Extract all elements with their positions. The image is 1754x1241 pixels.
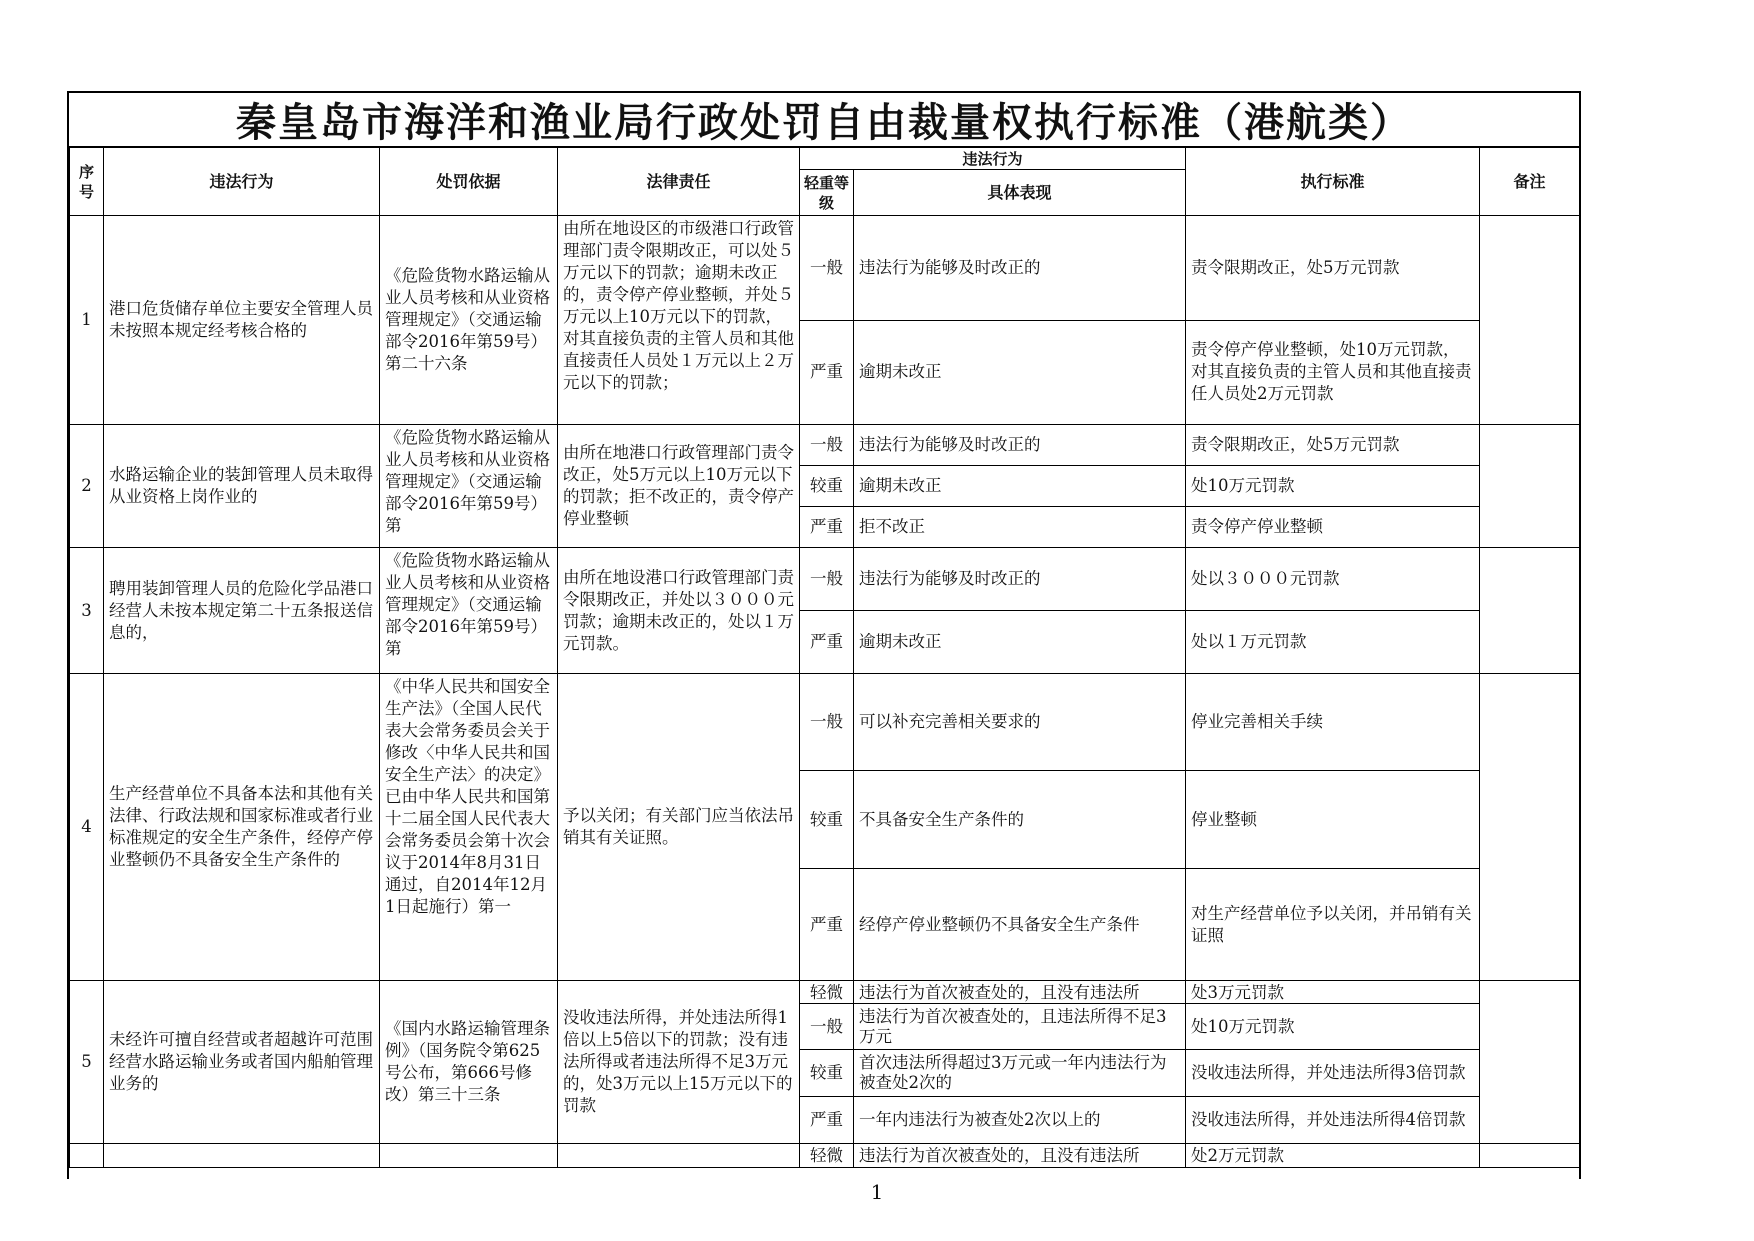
standard-cell: 责令限期改正，处5万元罚款: [1186, 216, 1480, 321]
row-no: 3: [70, 548, 104, 674]
level-cell: 一般: [800, 548, 854, 611]
basis-text: 《危险货物水路运输从业人员考核和从业资格管理规定》（交通运输部令2016年第59号）第: [385, 428, 550, 535]
liability-cell: 予以关闭；有关部门应当依法吊销其有关证照。: [558, 674, 800, 981]
level-cell: 轻微: [800, 1144, 854, 1168]
level-cell: 较重: [800, 1050, 854, 1097]
level-cell: 严重: [800, 1097, 854, 1144]
page-title: 秦皇岛市海洋和渔业局行政处罚自由裁量权执行标准（港航类）: [69, 93, 1579, 147]
violation-cell: 聘用装卸管理人员的危险化学品港口经营人未按本规定第二十五条报送信息的，: [104, 548, 380, 674]
standard-cell: 处3万元罚款: [1186, 981, 1480, 1004]
header-violation: 违法行为: [104, 148, 380, 216]
remark-cell: [1480, 425, 1580, 548]
basis-cell: [380, 548, 558, 674]
standard-cell: 责令停产停业整顿，处10万元罚款，对其直接负责的主管人员和其他直接责任人员处2万元罚款: [1186, 320, 1480, 425]
row-no: 4: [70, 674, 104, 981]
standard-cell: 处以１万元罚款: [1186, 611, 1480, 674]
standard-cell: 处2万元罚款: [1186, 1144, 1480, 1168]
basis-cell: 《危险货物水路运输从业人员考核和从业资格管理规定》（交通运输部令2016年第59号）第二十六条: [380, 216, 558, 425]
liability-cell: 由所在地港口行政管理部门责令改正，处5万元以上10万元以下的罚款；拒不改正的，责令停产停业整顿: [558, 425, 800, 548]
detail-cell: 拒不改正: [854, 507, 1186, 548]
detail-cell: 违法行为首次被查处的，且违法所得不足3万元: [854, 1004, 1186, 1050]
detail-cell: 逾期未改正: [854, 320, 1186, 425]
standard-cell: 停业完善相关手续: [1186, 674, 1480, 771]
basis-text: 《中华人民共和国安全生产法》（全国人民代表大会常务委员会关于修改〈中华人民共和国安全生产法〉的决定》已由中华人民共和国第十二届全国人民代表大会常务委员会第十次会议于2014年8月31日通过，自2014年12月1日起施行）第一: [385, 677, 550, 916]
remark-cell: [1480, 674, 1580, 981]
liability-cell: [558, 216, 800, 425]
remark-cell: [1480, 548, 1580, 674]
standard-cell: 对生产经营单位予以关闭，并吊销有关证照: [1186, 869, 1480, 981]
liability-cell: [558, 1144, 800, 1168]
row-no: [70, 1144, 104, 1168]
header-detail: 具体表现: [854, 170, 1186, 216]
penalty-table: [69, 147, 1580, 1168]
level-cell: 严重: [800, 869, 854, 981]
remark-cell: [1480, 981, 1580, 1144]
detail-cell: 不具备安全生产条件的: [854, 771, 1186, 869]
header-remark: 备注: [1480, 148, 1580, 216]
detail-cell: [854, 981, 1186, 1004]
detail-cell: 首次违法所得超过3万元或一年内违法行为被查处2次的: [854, 1050, 1186, 1097]
violation-cell: [104, 1144, 380, 1168]
penalty-standard-sheet: [67, 91, 1581, 1179]
level-cell: 一般: [800, 1004, 854, 1050]
detail-cell: 违法行为能够及时改正的: [854, 548, 1186, 611]
basis-text: 《危险货物水路运输从业人员考核和从业资格管理规定》（交通运输部令2016年第59号）第: [385, 551, 550, 658]
header-standard: 执行标准: [1186, 148, 1480, 216]
standard-cell: 停业整顿: [1186, 771, 1480, 869]
row-no: 1: [70, 216, 104, 425]
detail-cell: 逾期未改正: [854, 611, 1186, 674]
detail-cell: 违法行为能够及时改正的: [854, 216, 1186, 321]
header-no: 序号: [70, 148, 104, 216]
violation-cell: 水路运输企业的装卸管理人员未取得从业资格上岗作业的: [104, 425, 380, 548]
detail-cell: 可以补充完善相关要求的: [854, 674, 1186, 771]
header-liability: 法律责任: [558, 148, 800, 216]
detail-cell: 逾期未改正: [854, 466, 1186, 507]
standard-cell: 处以３０００元罚款: [1186, 548, 1480, 611]
liability-cell: 没收违法所得，并处违法所得1倍以上5倍以下的罚款；没有违法所得或者违法所得不足3万元的，处3万元以上15万元以下的罚款: [558, 981, 800, 1144]
standard-cell: 责令限期改正，处5万元罚款: [1186, 425, 1480, 466]
level-cell: 一般: [800, 674, 854, 771]
standard-cell: 责令停产停业整顿: [1186, 507, 1480, 548]
detail-cell: [854, 1144, 1186, 1168]
detail-cell: 经停产停业整顿仍不具备安全生产条件: [854, 869, 1186, 981]
header-basis: 处罚依据: [380, 148, 558, 216]
header-level: 轻重等级: [800, 170, 854, 216]
detail-cell: 一年内违法行为被查处2次以上的: [854, 1097, 1186, 1144]
level-cell: 轻微: [800, 981, 854, 1004]
row-no: 5: [70, 981, 104, 1144]
basis-cell: [380, 1144, 558, 1168]
basis-cell: 《国内水路运输管理条例》（国务院令第625号公布，第666号修改）第三十三条: [380, 981, 558, 1144]
standard-cell: 没收违法所得，并处违法所得3倍罚款: [1186, 1050, 1480, 1097]
basis-cell: [380, 674, 558, 981]
basis-cell: [380, 425, 558, 548]
detail-text: 违法行为首次被查处的，且没有违法所: [859, 1146, 1140, 1165]
violation-cell: 生产经营单位不具备本法和其他有关法律、行政法规和国家标准或者行业标准规定的安全生产条件，经停产停业整顿仍不具备安全生产条件的: [104, 674, 380, 981]
liability-cell: 由所在地设港口行政管理部门责令限期改正，并处以３０００元罚款；逾期未改正的，处以１万元罚款。: [558, 548, 800, 674]
row-no: 2: [70, 425, 104, 548]
detail-text: 违法行为首次被查处的，且没有违法所: [859, 982, 1140, 1002]
standard-cell: 处10万元罚款: [1186, 466, 1480, 507]
level-cell: 较重: [800, 466, 854, 507]
detail-cell: 违法行为能够及时改正的: [854, 425, 1186, 466]
page-number: 1: [870, 1180, 884, 1204]
remark-cell: [1480, 216, 1580, 425]
liability-text: 由所在地设区的市级港口行政管理部门责令限期改正，可以处５万元以下的罚款；逾期未改正的，责令停产停业整顿，并处５万元以上10万元以下的罚款，对其直接负责的主管人员和其他直接责任人员处１万元以上２万元以下的罚款；: [563, 219, 794, 392]
level-cell: 一般: [800, 425, 854, 466]
standard-cell: 处10万元罚款: [1186, 1004, 1480, 1050]
level-cell: 一般: [800, 216, 854, 321]
violation-cell: 港口危货储存单位主要安全管理人员未按照本规定经考核合格的: [104, 216, 380, 425]
level-cell: 严重: [800, 611, 854, 674]
level-cell: 严重: [800, 320, 854, 425]
level-cell: 较重: [800, 771, 854, 869]
header-violation-group: 违法行为: [800, 148, 1186, 170]
violation-cell: 未经许可擅自经营或者超越许可范围经营水路运输业务或者国内船舶管理业务的: [104, 981, 380, 1144]
level-cell: 严重: [800, 507, 854, 548]
remark-cell: [1480, 1144, 1580, 1168]
standard-cell: 没收违法所得，并处违法所得4倍罚款: [1186, 1097, 1480, 1144]
